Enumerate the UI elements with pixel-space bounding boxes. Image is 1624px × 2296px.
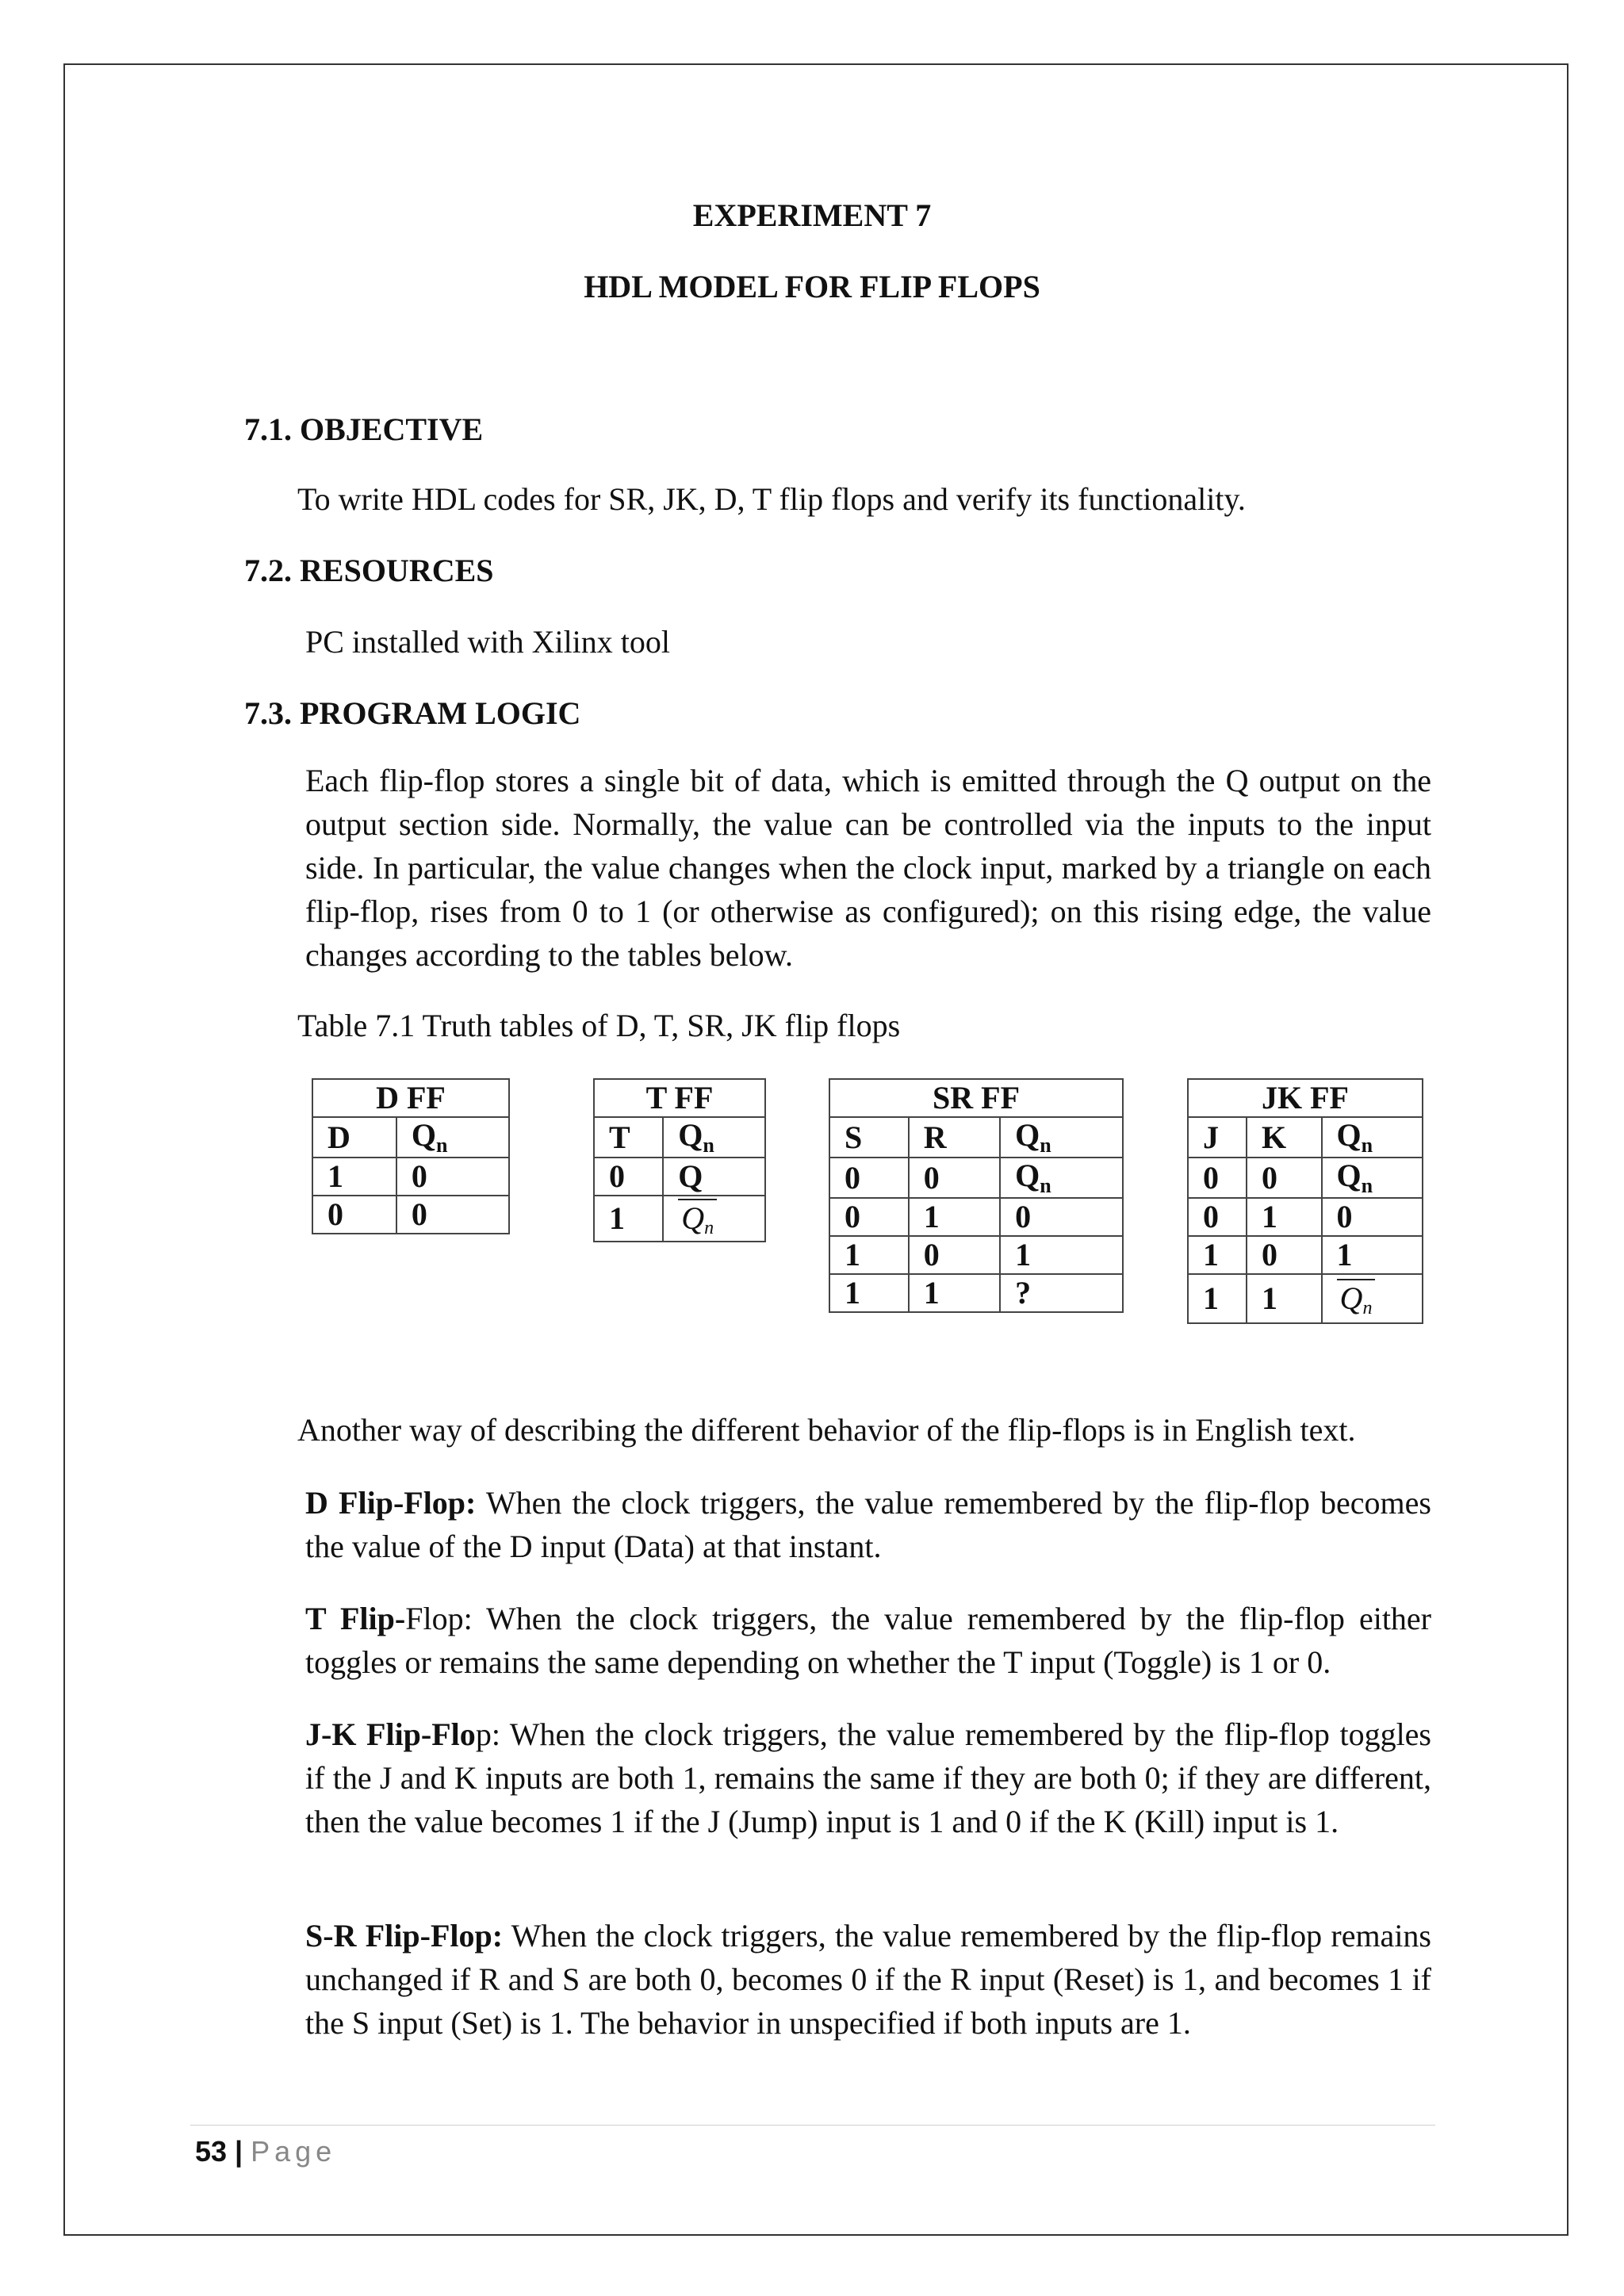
table-header-cell — [663, 1117, 765, 1158]
table-row — [312, 1196, 509, 1234]
table-cell: 1 — [1247, 1198, 1322, 1236]
table-caption: Table 7.1 Truth tables of D, T, SR, JK flip flops — [297, 1008, 901, 1043]
d-ff-label: D Flip-Flop: — [305, 1485, 477, 1521]
q-subscript: n — [1040, 1134, 1051, 1157]
table-header-cell: R — [909, 1117, 1000, 1158]
t-ff-label-rest: Flop: — [405, 1601, 473, 1636]
table-cell: 1 — [1247, 1274, 1322, 1323]
table-row — [1188, 1236, 1423, 1274]
table-title: T FF — [594, 1079, 765, 1117]
table-header-row — [594, 1117, 765, 1158]
objective-heading: 7.1. OBJECTIVE — [244, 411, 484, 447]
program-logic-heading: 7.3. PROGRAM LOGIC — [244, 695, 581, 731]
page-title: HDL MODEL FOR FLIP FLOPS — [584, 269, 1040, 304]
table-row — [594, 1158, 765, 1196]
t-ff-text: When the clock triggers, the value remembered by the flip-flop either toggles or remains the same depending on whether the T input (Toggle) is 1 or 0. — [305, 1601, 1432, 1680]
sr-ff-text: When the clock triggers, the value remembered by the flip-flop remains unchanged if R and S are both 0, becomes 0 if the R input (Reset) is 1, and becomes 1 if the S input (Set) is 1. The behavior in unspecified if both inputs are 1. — [305, 1918, 1431, 2041]
table-cell: 1 — [594, 1196, 663, 1242]
table-cell: 1 — [1188, 1274, 1247, 1323]
table-cell: 1 — [829, 1274, 909, 1312]
d-ff-text: When the clock triggers, the value remembered by the flip-flop becomes the value of the D input (Data) at that instant. — [305, 1485, 1431, 1564]
table-header-cell: S — [829, 1117, 909, 1158]
table-cell: $Q_n$ — [1322, 1158, 1423, 1198]
table-title: D FF — [312, 1079, 509, 1117]
table-header-cell — [1000, 1117, 1123, 1158]
table-header-cell: J — [1188, 1117, 1247, 1158]
sr-ff-label: S-R Flip-Flop: — [305, 1918, 504, 1954]
table-row — [829, 1198, 1123, 1236]
table-header-row — [1188, 1117, 1423, 1158]
table-row — [829, 1158, 1123, 1198]
sr-ff-table — [829, 1078, 1124, 1313]
table-row — [312, 1158, 509, 1196]
table-cell: 0 — [1188, 1158, 1247, 1198]
t-ff-description — [305, 1597, 1431, 1684]
q-bar-symbol: Qn — [678, 1199, 717, 1238]
q-subscript: n — [703, 1134, 714, 1157]
q-symbol: Q — [1336, 1117, 1362, 1153]
sr-ff-description — [305, 1914, 1431, 2045]
program-logic-text — [305, 759, 1431, 977]
experiment-number: EXPERIMENT 7 — [692, 197, 932, 233]
resources-text: PC installed with Xilinx tool — [305, 624, 671, 660]
q-symbol: Q — [678, 1117, 703, 1153]
q-symbol: Q — [411, 1117, 437, 1153]
jk-ff-label: J-K Flip-Flo — [305, 1716, 476, 1752]
table-cell: ? — [1000, 1274, 1123, 1312]
table-cell: 1 — [1322, 1236, 1423, 1274]
resources-heading: 7.2. RESOURCES — [244, 553, 494, 588]
footer-divider — [190, 2125, 1435, 2126]
table-header-cell: T — [594, 1117, 663, 1158]
table-cell: 0 — [829, 1198, 909, 1236]
table-cell: 0 — [829, 1158, 909, 1198]
table-row — [829, 1274, 1123, 1312]
table-cell: 0 — [1322, 1198, 1423, 1236]
table-title: JK FF — [1188, 1079, 1423, 1117]
jk-ff-description — [305, 1712, 1431, 1843]
table-cell: 0 — [1188, 1198, 1247, 1236]
table-header-row — [829, 1117, 1123, 1158]
table-header-row — [312, 1117, 509, 1158]
table-cell: $Q_n$ — [1000, 1158, 1123, 1198]
objective-text: To write HDL codes for SR, JK, D, T flip flops and verify its functionality. — [297, 481, 1246, 517]
table-cell: Q — [663, 1158, 765, 1196]
jk-ff-label-rest: p: — [475, 1716, 500, 1752]
table-cell: 1 — [312, 1158, 396, 1196]
table-row — [1188, 1158, 1423, 1198]
table-row — [1188, 1198, 1423, 1236]
page-footer — [195, 2135, 336, 2168]
table-title: SR FF — [829, 1079, 1123, 1117]
table-cell — [1322, 1274, 1423, 1323]
table-cell: 0 — [594, 1158, 663, 1196]
table-cell: 1 — [1188, 1236, 1247, 1274]
q-symbol: Q — [1015, 1117, 1040, 1153]
table-cell: 0 — [1247, 1158, 1322, 1198]
table-row — [1188, 1274, 1423, 1323]
table-cell: 0 — [909, 1158, 1000, 1198]
table-cell: 1 — [1000, 1236, 1123, 1274]
table-cell — [663, 1196, 765, 1242]
table-header-cell: D — [312, 1117, 396, 1158]
table-row — [829, 1236, 1123, 1274]
table-cell: 0 — [396, 1196, 509, 1234]
table-cell: 1 — [909, 1198, 1000, 1236]
descriptions-intro: Another way of describing the different behavior of the flip-flops is in English text. — [297, 1412, 1356, 1448]
table-header-cell — [1322, 1117, 1423, 1158]
page-number: 53 — [195, 2135, 228, 2168]
table-cell: 1 — [829, 1236, 909, 1274]
jk-ff-table — [1187, 1078, 1423, 1324]
table-cell: 1 — [909, 1274, 1000, 1312]
footer-separator: | — [235, 2135, 243, 2168]
table-header-cell — [396, 1117, 509, 1158]
table-cell: 0 — [312, 1196, 396, 1234]
table-header-cell: K — [1247, 1117, 1322, 1158]
d-ff-description — [305, 1481, 1431, 1568]
table-row — [594, 1196, 765, 1242]
q-subscript: n — [1361, 1134, 1373, 1157]
program-logic-paragraph: Each flip-flop stores a single bit of data, which is emitted through the Q output on the output section side. Normally, the value can be controlled via the inputs to the input side. In particular, the value changes when the clock input, marked by a triangle on each flip-flop, rises from 0 to 1 (or otherwise as configured); on this rising edge, the value changes according to the tables below. — [305, 763, 1431, 973]
q-subscript: n — [436, 1134, 448, 1157]
table-cell: 0 — [1000, 1198, 1123, 1236]
table-cell: 0 — [909, 1236, 1000, 1274]
table-cell: 0 — [396, 1158, 509, 1196]
t-ff-label: T Flip- — [305, 1601, 406, 1636]
page-label: Page — [251, 2135, 337, 2168]
q-bar-symbol: Qn — [1337, 1279, 1376, 1318]
jk-ff-text: When the clock triggers, the value remembered by the flip-flop toggles if the J and K inputs are both 1, remains the same if they are both 0; if they are different, then the value becomes 1 if the J (Jump) input is 1 and 0 if the K (Kill) input is 1. — [305, 1716, 1432, 1839]
table-cell: 0 — [1247, 1236, 1322, 1274]
t-ff-table — [593, 1078, 766, 1242]
d-ff-table — [312, 1078, 510, 1234]
